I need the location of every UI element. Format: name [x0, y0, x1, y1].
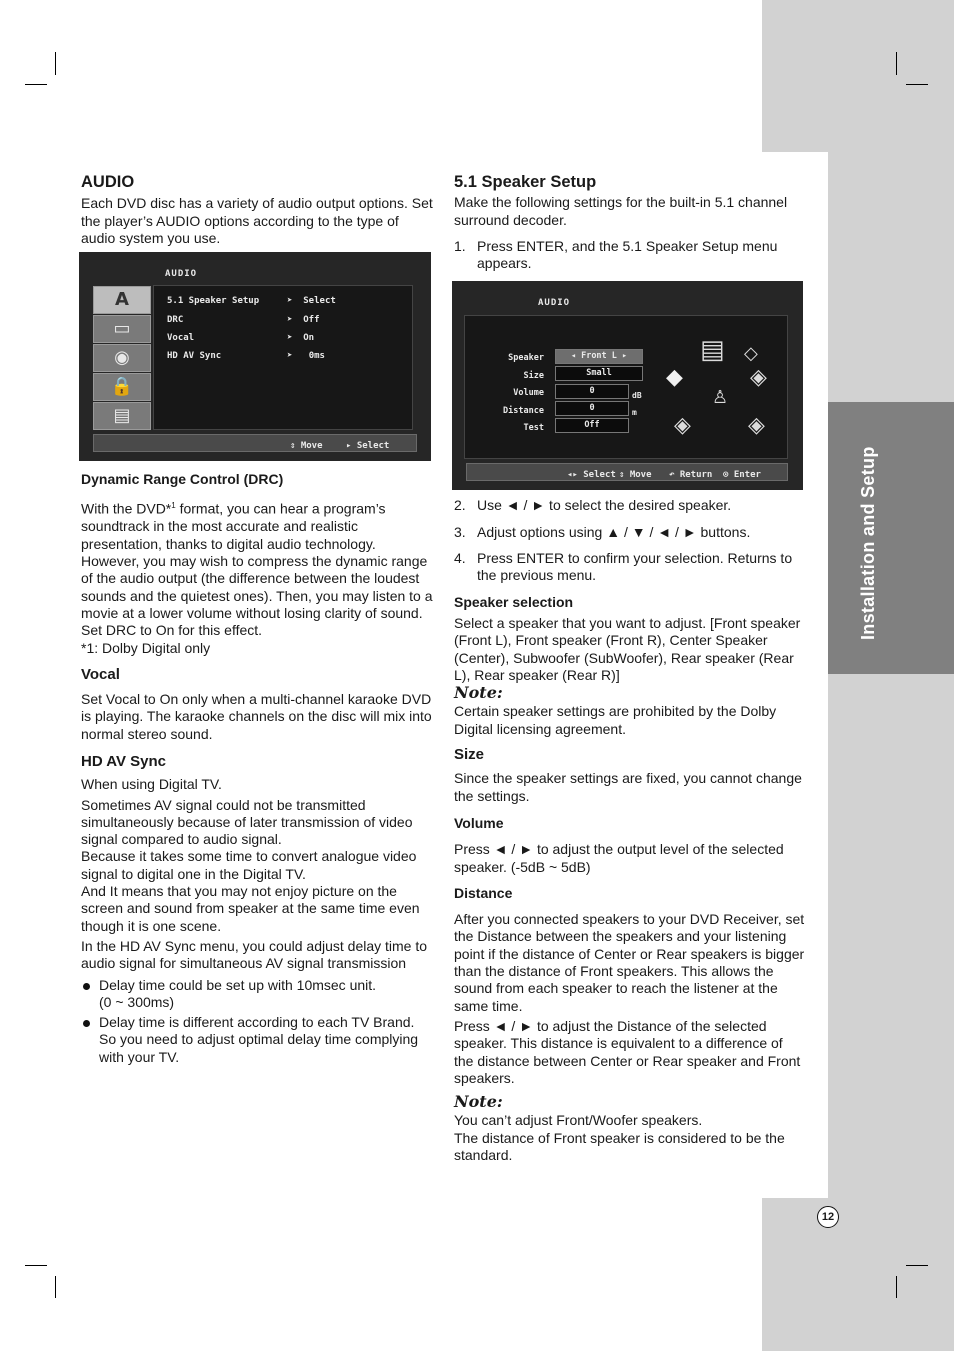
size-heading: Size: [454, 746, 485, 764]
osd-label: Test: [523, 423, 544, 434]
vocal-heading: Vocal: [81, 665, 120, 683]
vocal-text: Set Vocal to On only when a multi-channel karaoke DVD is playing. The karaoke channels on the disc will mix into normal stereo sound.: [81, 691, 432, 742]
osd-label: Size: [523, 371, 544, 382]
distance-text: After you connected speakers to your DVD Receiver, set the Distance between the speakers and your listening point if the distance of Center or Rear speakers is bigger than the distance of Front speakers. This allows the sound from each speaker to reach the listener at the same time.: [454, 911, 805, 1014]
distance-text: Press ◄ / ► to adjust the Distance of the selected speaker. This distance is equivalent to a difference of the distance between Center or Rear speaker and Front speakers.: [454, 1017, 801, 1086]
hdav-heading: HD AV Sync: [81, 753, 167, 770]
display-tab-icon: ▭: [93, 315, 151, 343]
distance-unit: m: [632, 408, 637, 418]
speaker-selection-text: Select a speaker that you want to adjust. [Front speaker (Front L), Front speaker (Front R), Center Speaker (Center), Subwoofer (SubWoofer), Rear speaker (Rear L), Rear speaker (Rear R)]: [454, 614, 801, 683]
hdav-para: Because it takes some time to convert analogue video signal to digital one in the Digital TV.: [81, 848, 417, 882]
size-field[interactable]: Small: [555, 366, 643, 381]
section-tab: [828, 402, 954, 674]
audio-menu-screenshot: [79, 252, 431, 461]
note-label: Note:: [454, 1092, 503, 1112]
osd-footer-bar: ◂▸ Select ⇕ Move ↶ Return ⊙ Enter: [466, 463, 788, 481]
steps-list-2: [454, 497, 806, 584]
volume-unit: dB: [632, 391, 642, 401]
section-tab-label: Installation and Setup: [858, 446, 878, 640]
speaker-setup-heading: 5.1 Speaker Setup: [454, 173, 597, 191]
list-item: Delay time is different according to each TV Brand. So you need to adjust optimal delay time complying with your TV.: [81, 1014, 433, 1066]
speaker-setup-screenshot: [452, 281, 803, 490]
list-item: 1. Press ENTER, and the 5.1 Speaker Setup menu appears.: [454, 237, 778, 272]
crop-mark: [55, 52, 56, 75]
crop-mark: [896, 52, 897, 75]
osd-footer-bar: ⇕ Move ▸ Select: [93, 434, 417, 452]
osd-row-value: ➤ On: [287, 333, 315, 344]
crop-mark: [55, 1276, 56, 1298]
hdav-para: Sometimes AV signal could not be transmitted simultaneously because of later transmission of video signal compared to audio signal.: [81, 796, 413, 848]
crop-mark: [906, 1265, 928, 1266]
crop-mark: [25, 84, 47, 85]
hdav-para: And It means that you may not enjoy picture on the screen and sound from speaker at the same time even though it is one scene.: [81, 883, 420, 934]
crop-mark: [906, 84, 928, 85]
osd-row[interactable]: HD AV Sync: [167, 351, 222, 362]
list-item: 2. Use ◄ / ► to select the desired speaker.: [454, 497, 732, 514]
steps-list-1: [454, 238, 806, 273]
size-text: Since the speaker settings are fixed, you cannot change the settings.: [454, 770, 802, 804]
audio-intro: Each DVD disc has a variety of audio output options. Set the player’s AUDIO options according to the type of audio system you use.: [81, 195, 433, 246]
volume-field[interactable]: 0: [555, 384, 629, 399]
osd-row-value: ➤ Select: [287, 296, 336, 307]
rear-left-speaker-icon: ◈: [674, 413, 691, 439]
drc-footnote: *1: Dolby Digital only: [81, 639, 211, 656]
osd-row-value: ➤ Off: [287, 315, 320, 326]
osd-row-value: ➤ 0ms: [287, 351, 325, 362]
listener-icon: ♙: [712, 387, 729, 409]
crop-mark: [896, 1276, 897, 1298]
list-item: Delay time could be set up with 10msec unit. (0 ~ 300ms): [81, 977, 433, 1012]
osd-title: AUDIO: [165, 269, 198, 280]
center-speaker-icon: ◇: [744, 343, 758, 365]
tv-icon: ▤: [700, 335, 725, 366]
note-text: You can’t adjust Front/Woofer speakers.: [454, 1112, 703, 1129]
rear-right-speaker-icon: ◈: [748, 413, 765, 439]
note-text: Certain speaker settings are prohibited by the Dolby Digital licensing agreement.: [454, 703, 777, 737]
distance-heading: Distance: [454, 884, 513, 901]
front-left-speaker-icon: ◆: [666, 365, 683, 391]
speaker-setup-intro: Make the following settings for the built-in 5.1 channel surround decoder.: [454, 194, 788, 228]
folder-tab-icon: ▤: [93, 402, 151, 430]
right-column: [454, 174, 806, 1164]
osd-row[interactable]: 5.1 Speaker Setup: [167, 296, 260, 307]
osd-label: Volume: [513, 388, 544, 399]
list-item: 3. Adjust options using ▲ / ▼ / ◄ / ► buttons.: [454, 523, 751, 540]
left-column: [81, 174, 433, 1069]
note-text: The distance of Front speaker is considered to be the standard.: [454, 1129, 785, 1163]
osd-title: AUDIO: [538, 298, 571, 309]
crop-mark: [25, 1265, 47, 1266]
front-right-speaker-icon: ◈: [750, 365, 767, 391]
osd-row[interactable]: DRC: [167, 315, 184, 326]
list-item: 4. Press ENTER to confirm your selection. Returns to the previous menu.: [454, 550, 793, 584]
lock-tab-icon: 🔒: [93, 373, 151, 401]
page-number: 12: [817, 1206, 839, 1228]
hdav-para: In the HD AV Sync menu, you could adjust delay time to audio signal for simultaneous AV signal transmission: [81, 937, 428, 972]
audio-tab-icon: A: [93, 286, 151, 314]
drc-heading: Dynamic Range Control (DRC): [81, 471, 284, 488]
volume-text: Press ◄ / ► to adjust the output level of the selected speaker. (-5dB ~ 5dB): [454, 841, 784, 875]
osd-label: Speaker: [508, 353, 544, 364]
speaker-tab-icon: ◉: [93, 344, 151, 372]
distance-field[interactable]: 0: [555, 401, 629, 416]
speaker-select-field[interactable]: ◂ Front L ▸: [555, 349, 643, 364]
note-label: Note:: [454, 683, 503, 703]
hdav-para: When using Digital TV.: [81, 776, 222, 793]
speaker-selection-heading: Speaker selection: [454, 593, 574, 610]
osd-row[interactable]: Vocal: [167, 333, 195, 344]
drc-text: With the DVD*$^1$ format, you can hear a program’s soundtrack in the most accurate and realistic presentation, thanks to digital audio technology. However, you may wish to compress the dynamic range of the audio output (the difference between the loudest sounds and the quietest ones). Then, you may listen to a movie at a lower volume without losing clarity of sound. Set DRC to On for this effect.: [81, 501, 433, 639]
test-field[interactable]: Off: [555, 418, 629, 433]
audio-heading: AUDIO: [81, 173, 135, 191]
volume-heading: Volume: [454, 814, 504, 831]
hdav-bullets: [81, 977, 433, 1066]
osd-label: Distance: [503, 406, 544, 417]
